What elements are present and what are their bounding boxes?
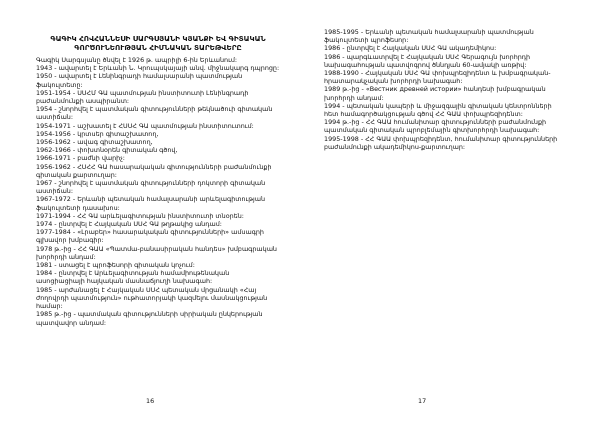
- list-item: 1954-1971 - աշխատել է ՀՍՍՀ ԳԱ պատմության ինստիտուտում:: [36, 121, 254, 130]
- list-item: 1985 - արժանացել է Հայկական ՍՍՀ պետական մրցանակի «Հայ ժողովրդի պատմություն» ութհատորյակի կազմելու մասնակցության համար:: [36, 285, 268, 311]
- list-item: 1951-1954 - ՍՍՀՄ ԳԱ պատմության ինստիտուտի Լենինգրադի բաժանմունքի ասպիրանտ:: [36, 88, 249, 106]
- list-item: 1981 - ստացել է պրոֆեսորի գիտական կոչում:: [36, 261, 195, 270]
- list-item: 1985 թ.-ից - պատմական գիտությունների սիրիական ընկերության պատվավոր անդամ:: [36, 310, 263, 327]
- list-item: 1956-1962 - ՀՍՀՀ ԳԱ հասարակական գիտությունների բաժանմունքի գիտական քարտուղար:: [36, 162, 272, 179]
- list-item: 1967 - շնորհվել է պատմական գիտությունների դոկտորի գիտական աստիճան:: [36, 179, 266, 196]
- page-number: 16: [146, 397, 155, 405]
- list-item: 1971-1994 - ՀՀ ԳԱ արևելագիտության ինստիտուտի տնօրեն:: [36, 211, 244, 220]
- page-title: [36, 34, 280, 52]
- right-page: [300, 0, 600, 425]
- list-item: 1986 - պարգևատրվել է Հայկական ՍՍՀ Գերագույն խորհրդի նախագահության պատվոգրով ծննդյան 60-ամյակի առթիվ:: [324, 52, 531, 69]
- list-item: 1967-1972 - Երևանի պետական համալսարանի արևելագիտության ֆակուլտետի դասախոս:: [36, 195, 266, 212]
- title-line-2: ԳՈՐԾՈՒՆԵՈՒԹՅԱՆ ՀԻՄՆԱԿԱՆ ՏԱՐԵԹՎԵՐԸ: [74, 43, 242, 52]
- list-item: 1989 թ.-ից - «Вестник древней истории» հանդեսի խմբագրական խորհրդի անդամ:: [324, 85, 546, 102]
- list-item: 1966-1971 - բաժնի վարիչ:: [36, 154, 125, 163]
- list-item: 1978 թ.-ից - ՀՀ ԳԱԱ «Պատմա-բանասիրական հանդես» խմբագրական խորհրդի անդամ:: [36, 244, 277, 261]
- list-item: 1984 - ընտրվել է Արևելագիտության համամիութենական ասոցիացիայի հայկական մասնաճյուղի նախագահ:: [36, 269, 230, 286]
- title-line-1: ԳԱԳԻԿ ՀՈՎՀԱՆՆԵՍԻ ՍԱՐԳՍՅԱՆԻ ԿՅԱՆՔԻ ԵՎ ԳԻՏԱԿԱՆ: [50, 34, 266, 43]
- intro-paragraph: Գագիկ Սարգսյանը ծնվել է 1926 թ. ապրիլի 6-ին Երևանում:: [36, 56, 238, 64]
- list-item: 1988-1990 - Հայկական ՍՍՀ ԳԱ փոխպրեզիդենտ և խմբագրական-հրատարակչական խորհրդի նախագահ:: [324, 69, 551, 86]
- list-item: 1994 - պետական կապերի և միջազգային գիտական կենտրոնների հետ համագործակցության գծով ՀՀ ԳԱԱ փոխպրեզիդենտ:: [324, 101, 552, 119]
- list-item: 1950 - ավարտել է Լենինգրադի համալսարանի պատմության ֆակուլտետը:: [36, 72, 243, 89]
- list-item: 1954-1956 - կրտսեր գիտաշխատող,: [36, 129, 159, 138]
- list-item: 1943 - ավարտել է Երևանի Ն. Կրուպսկայայի անվ. միջնակարգ դպրոցը:: [36, 64, 280, 73]
- list-item: 1954 - շնորհվել է պատմական գիտությունների թեկնածուի գիտական աստիճան:: [36, 105, 273, 122]
- left-entry-list: [36, 64, 280, 327]
- list-item: 1985-1995 - Երևանի պետական համալսարանի պատմության ֆակուլտետի պրոֆեսոր:: [324, 28, 534, 45]
- list-item: 1977-1984 - «Լրաբեր» հասարակական գիտությունների» ամսագրի գլխավոր խմբագիր:: [36, 228, 264, 245]
- list-item: 1956-1962 - ավագ գիտաշխատող,: [36, 138, 153, 147]
- list-item: 1986 - ընտրվել է Հայկական ՍՍՀ ԳԱ ակադեմիկոս:: [324, 44, 497, 53]
- list-item: 1995-1998 - ՀՀ ԳԱԱ փոխպրեզիդենտ, հումանիտար գիտությունների բաժանմունքի ակադեմիկոս-քարտուղար:: [324, 134, 558, 151]
- list-item: 1994 թ.-ից - ՀՀ ԳԱԱ հումանիտար գիտությունների բաժանմունքի պատմական գիտական պրոբլեմային գիտխորհրդի նախագահ:: [324, 118, 547, 135]
- page-number: 17: [418, 397, 427, 405]
- right-entry-list: [324, 28, 566, 151]
- list-item: 1962-1966 - փոխտնօրեն գիտական գծով,: [36, 146, 178, 155]
- list-item: 1974 - ընտրվել է Հայկական ՍՍՀ ԳԱ թղթակից անդամ:: [36, 220, 222, 229]
